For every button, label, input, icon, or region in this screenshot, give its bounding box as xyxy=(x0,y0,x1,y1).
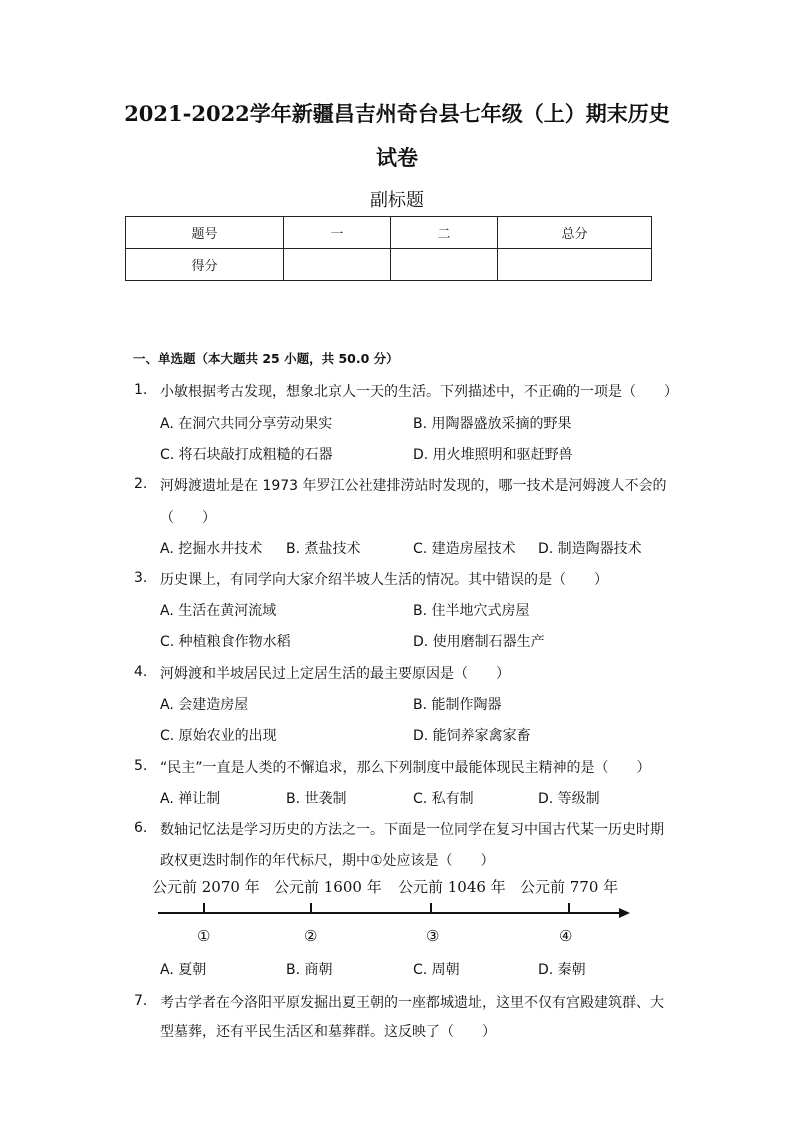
question-number: 4. xyxy=(134,664,148,680)
question-stem: （ ） xyxy=(160,510,216,526)
question-number: 3. xyxy=(134,570,148,586)
timeline-marker: ② xyxy=(304,927,318,945)
option-d[interactable]: D. 用火堆照明和驱赶野兽 xyxy=(413,447,573,463)
timeline-marker: ③ xyxy=(426,927,440,945)
timeline-label: 公元前 770 年 xyxy=(520,878,619,896)
question-number: 2. xyxy=(134,476,148,492)
timeline-label: 公元前 2070 年 xyxy=(152,878,260,896)
question-stem: 型墓葬，还有平民生活区和墓葬群。这反映了（ ） xyxy=(160,1024,496,1040)
page-title-line2: 试卷 xyxy=(376,145,418,170)
table-cell: 题号 xyxy=(126,217,284,249)
option-c[interactable]: C. 将石块敲打成粗糙的石器 xyxy=(160,447,333,463)
question-number: 5. xyxy=(134,758,148,774)
option-d[interactable]: D. 秦朝 xyxy=(538,962,586,978)
option-c[interactable]: C. 私有制 xyxy=(413,791,474,807)
option-c[interactable]: C. 建造房屋技术 xyxy=(413,541,516,557)
option-d[interactable]: D. 能饲养家禽家畜 xyxy=(413,728,531,744)
table-cell: 得分 xyxy=(126,249,284,281)
option-c[interactable]: C. 种植粮食作物水稻 xyxy=(160,634,291,650)
option-b[interactable]: B. 住半地穴式房屋 xyxy=(413,603,530,619)
question-stem: 河姆渡遗址是在 1973 年罗江公社建排涝站时发现的，哪一技术是河姆渡人不会的 xyxy=(160,478,667,494)
question-stem: 小敏根据考古发现，想象北京人一天的生活。下列描述中，不正确的一项是（ ） xyxy=(160,384,678,400)
question-stem: “民主”一直是人类的不懈追求，那么下列制度中最能体现民主精神的是（ ） xyxy=(160,760,651,776)
option-c[interactable]: C. 原始农业的出现 xyxy=(160,728,277,744)
option-c[interactable]: C. 周朝 xyxy=(413,962,460,978)
option-b[interactable]: B. 用陶器盛放采摘的野果 xyxy=(413,416,572,432)
question-number: 1. xyxy=(134,382,148,398)
timeline-marker: ④ xyxy=(559,927,573,945)
option-a[interactable]: A. 禅让制 xyxy=(160,791,221,807)
timeline-marker: ① xyxy=(197,927,211,945)
question-number: 7. xyxy=(134,993,148,1009)
table-cell: 总分 xyxy=(498,217,652,249)
question-stem: 政权更迭时制作的年代标尺，期中①处应该是（ ） xyxy=(160,853,495,869)
timeline-label: 公元前 1046 年 xyxy=(398,878,506,896)
subtitle: 副标题 xyxy=(370,190,424,211)
option-b[interactable]: B. 商朝 xyxy=(286,962,333,978)
option-d[interactable]: D. 使用磨制石器生产 xyxy=(413,634,545,650)
question-stem: 河姆渡和半坡居民过上定居生活的最主要原因是（ ） xyxy=(160,666,510,682)
section-title: 一、单选题（本大题共 25 小题，共 50.0 分） xyxy=(133,351,399,366)
option-a[interactable]: A. 会建造房屋 xyxy=(160,697,249,713)
table-cell: 二 xyxy=(391,217,498,249)
timeline-label: 公元前 1600 年 xyxy=(274,878,382,896)
question-stem: 数轴记忆法是学习历史的方法之一。下面是一位同学在复习中国古代某一历史时期 xyxy=(160,822,664,838)
question-stem: 考古学者在今洛阳平原发掘出夏王朝的一座都城遗址，这里不仅有宫殿建筑群、大 xyxy=(160,995,664,1011)
option-a[interactable]: A. 在洞穴共同分享劳动果实 xyxy=(160,416,333,432)
question-stem: 历史课上，有同学向大家介绍半坡人生活的情况。其中错误的是（ ） xyxy=(160,572,608,588)
table-cell: 一 xyxy=(284,217,391,249)
option-a[interactable]: A. 挖掘水井技术 xyxy=(160,541,263,557)
option-d[interactable]: D. 等级制 xyxy=(538,791,600,807)
option-a[interactable]: A. 夏朝 xyxy=(160,962,207,978)
arrow-right-icon xyxy=(619,908,630,918)
option-a[interactable]: A. 生活在黄河流域 xyxy=(160,603,277,619)
option-b[interactable]: B. 能制作陶器 xyxy=(413,697,502,713)
option-b[interactable]: B. 煮盐技术 xyxy=(286,541,361,557)
page-title-line1: 2021-2022学年新疆昌吉州奇台县七年级（上）期末历史 xyxy=(124,101,670,126)
option-d[interactable]: D. 制造陶器技术 xyxy=(538,541,642,557)
option-b[interactable]: B. 世袭制 xyxy=(286,791,347,807)
question-number: 6. xyxy=(134,820,148,836)
